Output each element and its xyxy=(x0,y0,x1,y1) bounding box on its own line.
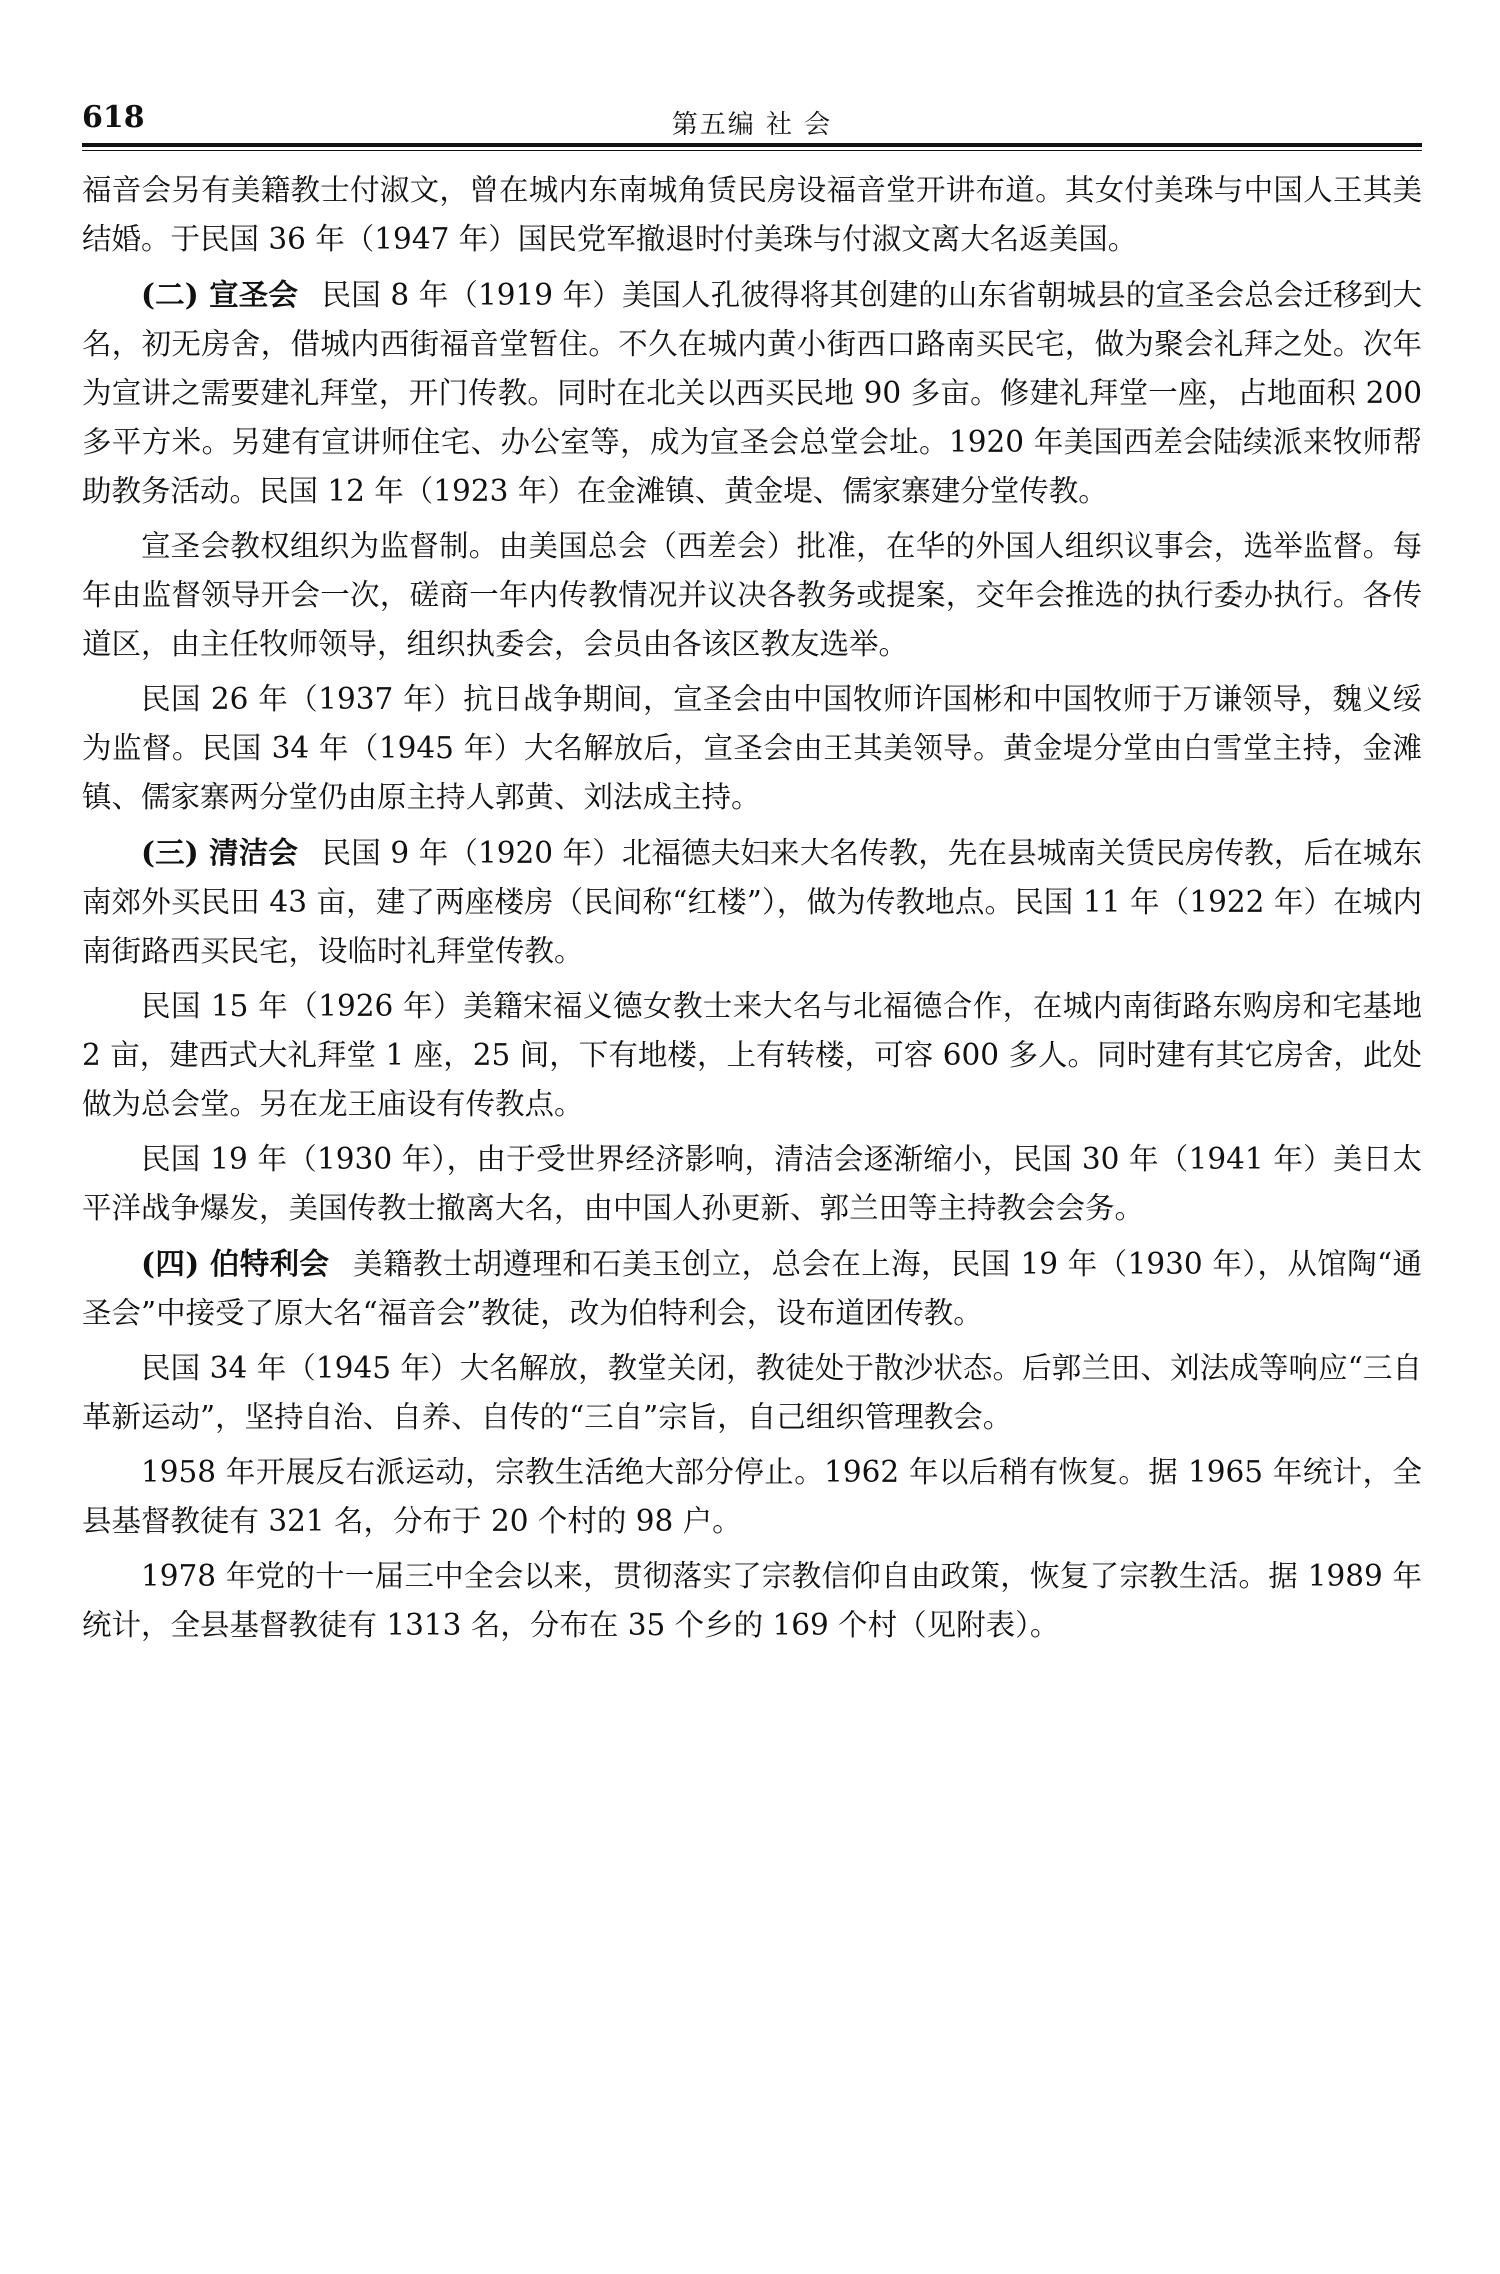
section-heading-qingjiehui: (三) 清洁会 xyxy=(141,835,299,870)
paragraph-text: 民国 9 年（1920 年）北福德夫妇来大名传教，先在县城南关赁民房传教，后在城东南郊外买民田 43 亩，建了两座楼房（民间称“红楼”），做为传教地点。民国 11 年（1922 年）在城内南街路西买民宅，设临时礼拜堂传教。 xyxy=(82,836,1422,968)
paragraph-text: 1978 年党的十一届三中全会以来，贯彻落实了宗教信仰自由政策，恢复了宗教生活。据 1989 年统计，全县基督教徒有 1313 名，分布在 35 个乡的 169 个村（见附表）。 xyxy=(82,1559,1422,1642)
header-rule-thick xyxy=(82,143,1422,147)
paragraph-6 xyxy=(82,982,1422,1129)
page-header xyxy=(82,100,1422,140)
paragraph-text: 美籍教士胡遵理和石美玉创立，总会在上海，民国 19 年（1930 年），从馆陶“通圣会”中接受了原大名“福音会”教徒，改为伯特利会，设布道团传教。 xyxy=(82,1247,1423,1330)
paragraph-4 xyxy=(82,675,1422,822)
paragraph-1 xyxy=(82,166,1422,264)
paragraph-text: 民国 26 年（1937 年）抗日战争期间，宣圣会由中国牧师许国彬和中国牧师于万谦领导，魏义绥为监督。民国 34 年（1945 年）大名解放后，宣圣会由王其美领导。黄金堤分堂由白雪堂主持，金滩镇、儒家寨两分堂仍由原主持人郭黄、刘法成主持。 xyxy=(82,682,1422,814)
paragraph-8 xyxy=(82,1239,1422,1338)
paragraph-11 xyxy=(82,1552,1422,1650)
paragraph-text: 民国 34 年（1945 年）大名解放，教堂关闭，教徒处于散沙状态。后郭兰田、刘法成等响应“三自革新运动”，坚持自治、自养、自传的“三自”宗旨，自己组织管理教会。 xyxy=(82,1351,1422,1434)
section-heading-xuanshenghui: (二) 宣圣会 xyxy=(141,277,299,312)
paragraph-7 xyxy=(82,1135,1422,1233)
running-title: 第五编 社 会 xyxy=(671,110,833,140)
paragraph-5 xyxy=(82,828,1422,976)
paragraph-3 xyxy=(82,522,1422,669)
body-text xyxy=(82,166,1422,1656)
section-heading-boteli: (四) 伯特利会 xyxy=(141,1246,330,1281)
paragraph-text: 民国 19 年（1930 年），由于受世界经济影响，清洁会逐渐缩小，民国 30 年（1941 年）美日太平洋战争爆发，美国传教士撤离大名，由中国人孙更新、郭兰田等主持教会会务。 xyxy=(82,1142,1422,1225)
paragraph-text: 宣圣会教权组织为监督制。由美国总会（西差会）批准，在华的外国人组织议事会，选举监督。每年由监督领导开会一次，磋商一年内传教情况并议决各教务或提案，交年会推选的执行委办执行。各传道区，由主任牧师领导，组织执委会，会员由各该区教友选举。 xyxy=(82,529,1422,661)
paragraph-text: 民国 15 年（1926 年）美籍宋福义德女教士来大名与北福德合作，在城内南街路东购房和宅基地 2 亩，建西式大礼拜堂 1 座，25 间，下有地楼，上有转楼，可容 600 多人。同时建有其它房舍，此处做为总会堂。另在龙王庙设有传教点。 xyxy=(82,989,1422,1121)
header-rule-thin xyxy=(82,150,1422,151)
paragraph-text: 1958 年开展反右派运动，宗教生活绝大部分停止。1962 年以后稍有恢复。据 1965 年统计，全县基督教徒有 321 名，分布于 20 个村的 98 户。 xyxy=(82,1455,1422,1538)
paragraph-10 xyxy=(82,1448,1422,1546)
paragraph-text: 福音会另有美籍教士付淑文，曾在城内东南城角赁民房设福音堂开讲布道。其女付美珠与中国人王其美结婚。于民国 36 年（1947 年）国民党军撤退时付美珠与付淑文离大名返美国。 xyxy=(82,173,1422,256)
paragraph-2 xyxy=(82,270,1422,516)
paragraph-9 xyxy=(82,1344,1422,1442)
paragraph-text: 民国 8 年（1919 年）美国人孔彼得将其创建的山东省朝城县的宣圣会总会迁移到大名，初无房舍，借城内西街福音堂暂住。不久在城内黄小街西口路南买民宅，做为聚会礼拜之处。次年为宣讲之需要建礼拜堂，开门传教。同时在北关以西买民地 90 多亩。修建礼拜堂一座，占地面积 200 多平方米。另建有宣讲师住宅、办公室等，成为宣圣会总堂会址。1920 年美国西差会陆续派来牧师帮助教务活动。民国 12 年（1923 年）在金滩镇、黄金堤、儒家寨建分堂传教。 xyxy=(82,278,1422,508)
page-number: 618 xyxy=(82,100,145,135)
